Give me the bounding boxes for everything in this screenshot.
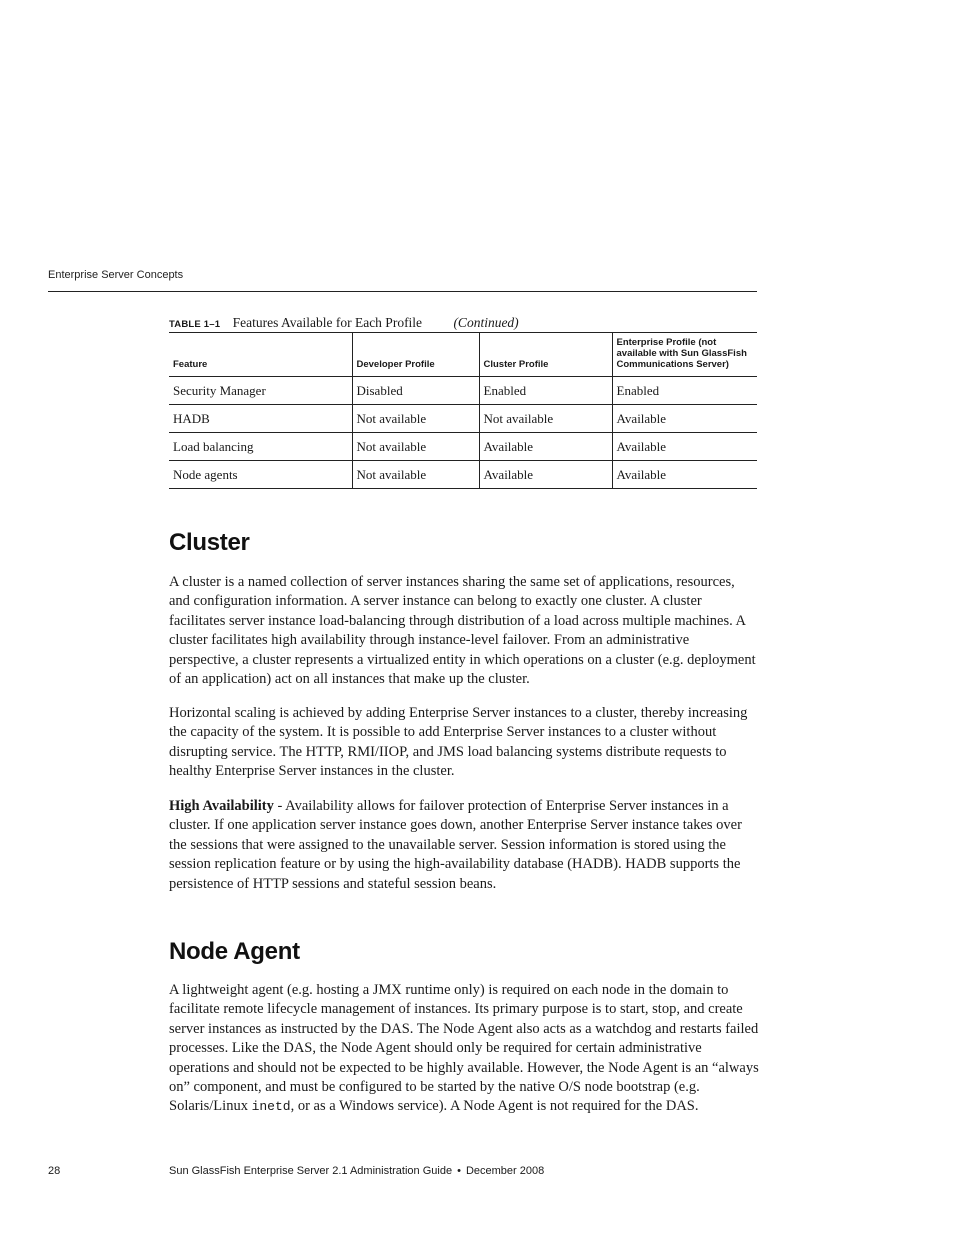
cluster-paragraph-2: Horizontal scaling is achieved by adding Enterprise Server instances to a cluster, thereby increasing the capacity of the system. It is possible to add Enterprise Server instances to a cluster without disrupting service. The HTTP, RMI/IIOP, and JMS load balancing systems distribute requests to healthy Enterprise Server instances in the cluster. xyxy=(169,705,748,780)
table-cell: Not available xyxy=(352,405,479,433)
table-cell: Not available xyxy=(352,461,479,489)
table-cell: Node agents xyxy=(169,461,352,489)
page-number: 28 xyxy=(48,1165,61,1177)
footer-title xyxy=(169,1165,544,1177)
table-row xyxy=(169,377,757,405)
table-cell: Not available xyxy=(479,405,612,433)
table-row xyxy=(169,433,757,461)
table-cell: Security Manager xyxy=(169,377,352,405)
table-cell: Available xyxy=(612,405,757,433)
column-header-enterprise-profile: Enterprise Profile (not available with Sun GlassFish Communications Server) xyxy=(612,333,757,377)
node-agent-paragraph xyxy=(169,981,759,1117)
table-cell: Not available xyxy=(352,433,479,461)
table-cell: Available xyxy=(612,433,757,461)
table-title: Features Available for Each Profile xyxy=(232,315,423,330)
table-row xyxy=(169,461,757,489)
footer-date: December 2008 xyxy=(465,1165,545,1177)
table-cell: Load balancing xyxy=(169,433,352,461)
high-availability-label: High Availability xyxy=(169,798,274,814)
footer-book-title: Sun GlassFish Enterprise Server 2.1 Administration Guide xyxy=(169,1165,453,1177)
features-table xyxy=(169,332,757,489)
cluster-paragraph-3 xyxy=(169,797,759,894)
node-agent-text-before: A lightweight agent (e.g. hosting a JMX runtime only) is required on each node in the domain to facilitate remote lifecycle management of instances. Its primary purpose is to start, stop, and create server instances as instructed by the DAS. The Node Agent also acts as a watchdog and restarts failed processes. Like the DAS, the Node Agent should only be required for certain administrative operations and should not be expected to be highly available. However, the Node Agent is an “always on” component, and must be configured to be started by the native O/S node bootstrap (e.g. Solaris/Linux xyxy=(169,982,759,1115)
column-header-developer-profile: Developer Profile xyxy=(352,333,479,377)
high-availability-text: - Availability allows for failover protection of Enterprise Server instances in a cluster. If one application server instance goes down, another Enterprise Server instance takes over the sessions that were assigned to the unavailable server. Session information is stored using the session replication feature or by using the high-availability database (HADB). HADB supports the persistence of HTTP sessions and stateful session beans. xyxy=(169,798,742,892)
section-heading-node-agent: Node Agent xyxy=(169,938,300,965)
table-caption xyxy=(169,315,519,331)
section-heading-cluster: Cluster xyxy=(169,529,250,556)
header-rule xyxy=(48,291,757,292)
column-header-cluster-profile: Cluster Profile xyxy=(479,333,612,377)
cluster-paragraph-1: A cluster is a named collection of server instances sharing the same set of applications, resources, and configuration information. A server instance can belong to exactly one cluster. A cluster facilitates server instance load-balancing through distribution of a load across multiple machines. A cluster facilitates high availability through instance-level failover. From an administrative perspective, a cluster represents a virtualized entity in which operations on a cluster (e.g. deployment of an application) act on all instances that make up the cluster. xyxy=(169,574,756,688)
table-cell: Enabled xyxy=(612,377,757,405)
table-cell: Available xyxy=(612,461,757,489)
inetd-code: inetd xyxy=(251,1099,291,1115)
table-cell: Available xyxy=(479,433,612,461)
table-header-row xyxy=(169,333,757,377)
node-agent-text-after: , or as a Windows service). A Node Agent is not required for the DAS. xyxy=(290,1098,699,1115)
table-cell: Available xyxy=(479,461,612,489)
column-header-feature: Feature xyxy=(169,333,352,377)
running-head: Enterprise Server Concepts xyxy=(48,269,184,281)
table-row xyxy=(169,405,757,433)
table-number: TABLE 1–1 xyxy=(169,319,221,330)
table-cell: HADB xyxy=(169,405,352,433)
footer-separator: • xyxy=(457,1165,461,1177)
table-continued: (Continued) xyxy=(453,315,519,330)
table-cell: Enabled xyxy=(479,377,612,405)
table-cell: Disabled xyxy=(352,377,479,405)
